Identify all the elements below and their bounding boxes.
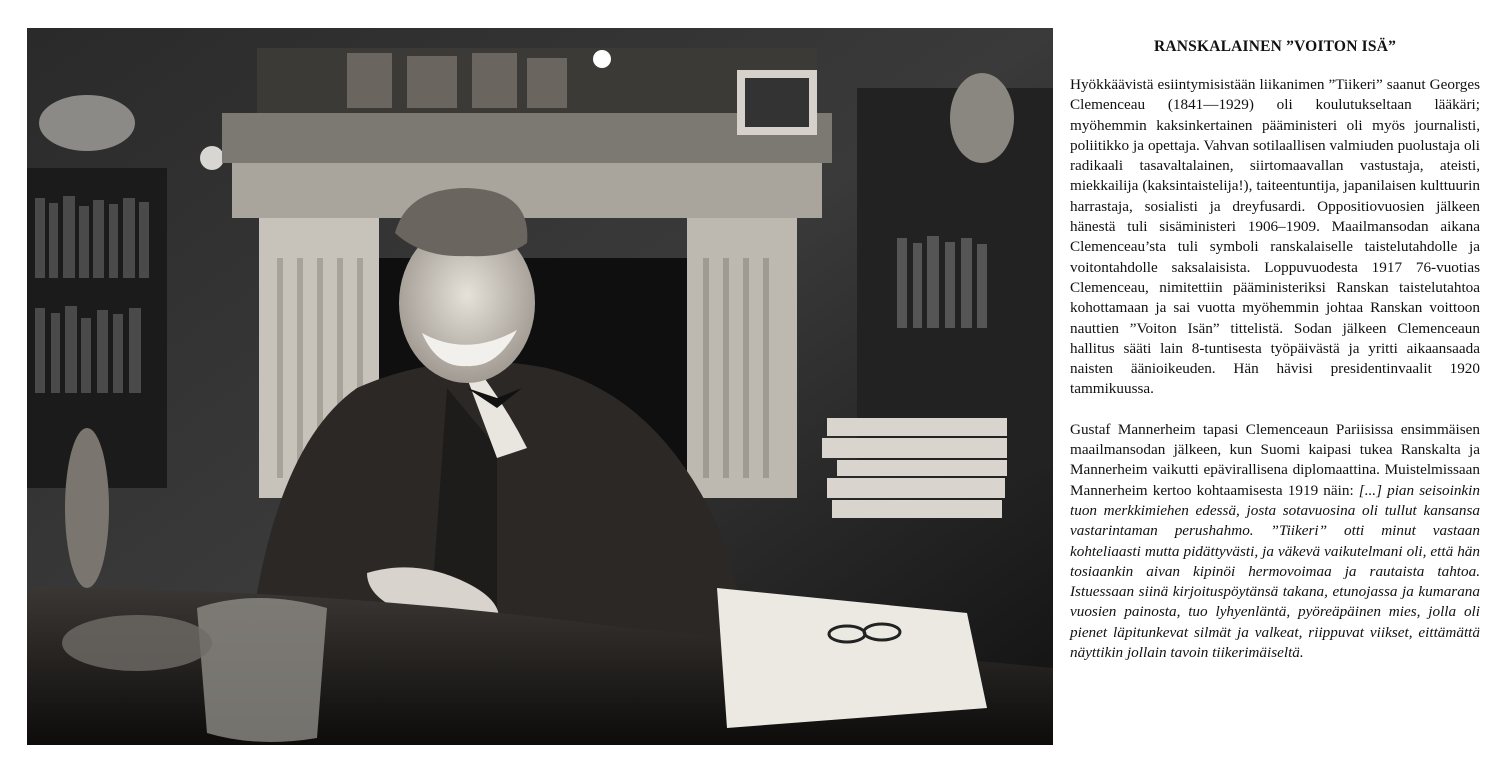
paragraph-mannerheim [1070,420,1480,664]
article-column [1070,37,1480,663]
paragraph-mannerheim-intro: Gustaf Mannerheim tapasi Clemenceaun Pariisissa ensimmäisen maailmansodan jälkeen, kun Suomi kaipasi tukea Ranskalta ja Mannerheim vaikutti epävirallisena diplomaattina. Muistelmissaan Mannerheim kertoo kohtaamisesta 1919 näin: [1070,420,1480,499]
bust-sculpture [950,73,1014,163]
figurine [65,428,109,588]
clemenceau-photo [27,28,1053,745]
article-title: RANSKALAINEN ”VOITON ISÄ” [1153,38,1397,55]
glass-vase [197,598,327,742]
ornament-left [39,95,135,151]
mannerheim-quote: [...] pian seisoinkin tuon merkkimiehen edessä, josta sotavuosina oli tullut kansansa vastarintaman perushahmo. ”Tiikeri” otti minut vastaan kohteliaasti mutta pidättyvästi, ja väkevä vaikutelmani oli, että hän tosiaankin aivan kipinöi hermovoimaa ja rautaista tahtoa. Istuessaan siinä kirjoituspöytänsä takana, etunojassa ja kumarana vuosien painosta, tuo lyhyenläntä, pyöreäpäinen mies, jolla oli pienet läpitunkevat silmät ja valkeat, riippuvat viikset, eittämättä näyttikin jollain tavoin tiikerimäiseltä. [1070,481,1480,662]
photo-illustration [27,28,1053,745]
paragraph-clemenceau: Hyökkäävistä esiintymisistään liikanimen ”Tiikeri” saanut Georges Clemenceau (1841—1929) oli koulutukseltaan lääkäri; myöhemmin kaksinkertainen pääministeri oli myös journalisti, poliitikko ja opettaja. Vahvan sotilaallisen valmiuden puolustaja oli radikaali tasavaltalainen, siirtomaavallan vastustaja, ateisti, miekkailija (kaksintaistelija!), taiteentuntija, japanilaisen kulttuurin harrastaja, sosialisti ja dreyfusardi. Oppositiovuosien jälkeen hänestä tuli sisäministeri 1906–1909. Maailmansodan aikana Clemenceau’sta tuli symboli ranskalaiselle taistelutahdolle ja voitontahdolle saksalaisista. Loppuvuodesta 1917 76-vuotias Clemenceau, nimitettiin pääministeriksi Ranskan taistelutahtoa kohottamaan ja sai vuotta myöhemmin johtaa Ranskan voittoon nauttien ”Voiton Isän” tittelistä. Sodan jälkeen Clemenceaun hallitus sääti lain 8-tuntisesta työpäivästä ja yritti aikaansaada naisten äänioikeuden. Hän hävisi presidentinvaalit 1920 tammikuussa. [1070,76,1480,398]
binder-hole [593,50,611,68]
glass-bowl [62,615,212,671]
